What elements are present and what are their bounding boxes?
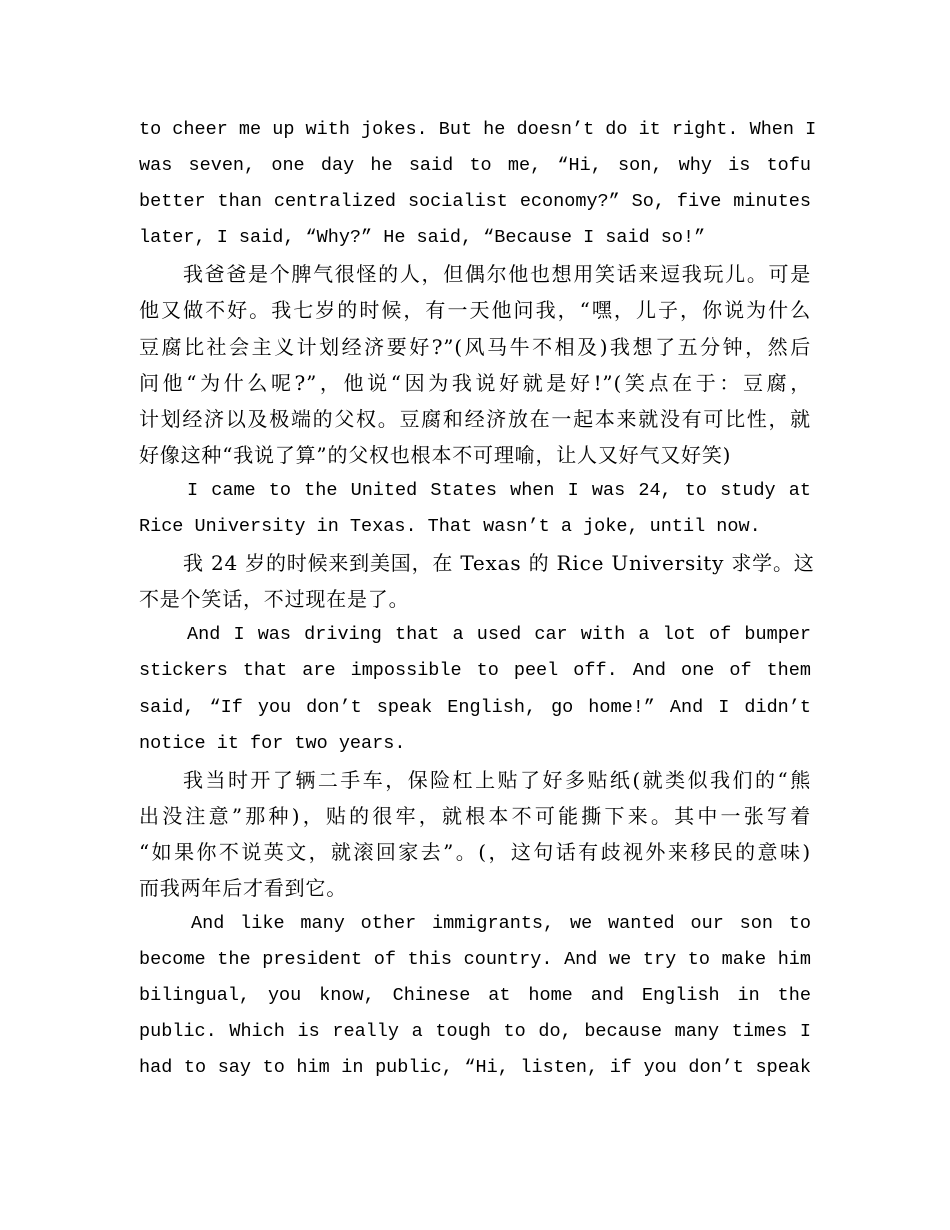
text-line: public. Which is really a tough to do, because many times I [139,1021,811,1043]
text-line: And I was driving that a used car with a lot of bumper [187,624,811,646]
paragraph-english-4 [139,906,811,1086]
text-line: 好像这种“我说了算”的父权也根本不可理喻，让人又好气又好笑) [139,442,732,467]
text-line: said, “If you don’t speak English, go home!” And I didn’t [139,696,811,718]
text-line: stickers that are impossible to peel off. And one of them [139,660,811,682]
paragraph-chinese-2 [139,545,815,617]
text-line: “如果你不说英文，就滚回家去”。(，这句话有歧视外来移民的意味) [139,839,811,864]
text-line: 出没注意”那种)，贴的很牢，就根本不可能撕下来。其中一张写着 [139,803,811,828]
paragraph-chinese-3 [139,762,811,906]
text-line: 豆腐比社会主义计划经济要好?”(风马牛不相及)我想了五分钟，然后 [139,334,811,359]
text-line: 问他“为什么呢?”，他说“因为我说好就是好!”(笑点在于：豆腐， [139,370,811,395]
text-line: had to say to him in public, “Hi, listen, if you don’t speak [139,1057,811,1079]
document-page [139,112,817,1087]
text-line: bilingual, you know, Chinese at home and English in the [139,985,811,1007]
text-line: 我爸爸是个脾气很怪的人，但偶尔他也想用笑话来逗我玩儿。可是 [183,262,811,287]
paragraph-chinese-1 [139,256,811,473]
text-line: 我 24 岁的时候来到美国，在 Texas 的 Rice University 求学。这 [183,551,815,576]
text-line: 他又做不好。我七岁的时候，有一天他问我，“嘿，儿子，你说为什么 [139,298,811,323]
text-line: 不是个笑话，不过现在是了。 [139,587,410,612]
text-line: 计划经济以及极端的父权。豆腐和经济放在一起本来就没有可比性，就 [139,406,811,431]
text-line: was seven, one day he said to me, “Hi, son, why is tofu [139,155,811,177]
paragraph-english-3 [139,617,811,761]
text-line: Rice University in Texas. That wasn’t a joke, until now. [139,516,761,538]
text-line: notice it for two years. [139,732,406,754]
text-line: And like many other immigrants, we wanted our son to [191,913,811,935]
paragraph-english-2 [139,473,811,545]
paragraph-english-1 [139,112,817,256]
text-line: I came to the United States when I was 24, to study at [187,479,811,501]
text-line: 而我两年后才看到它。 [139,875,347,900]
text-line: become the president of this country. And we try to make him [139,949,811,971]
text-line: better than centralized socialist economy?” So, five minutes [139,191,811,213]
text-line: to cheer me up with jokes. But he doesn’t do it right. When I [139,119,817,140]
text-line: 我当时开了辆二手车，保险杠上贴了好多贴纸(就类似我们的“熊 [183,767,811,792]
text-line: later, I said, “Why?” He said, “Because I said so!” [139,227,706,249]
